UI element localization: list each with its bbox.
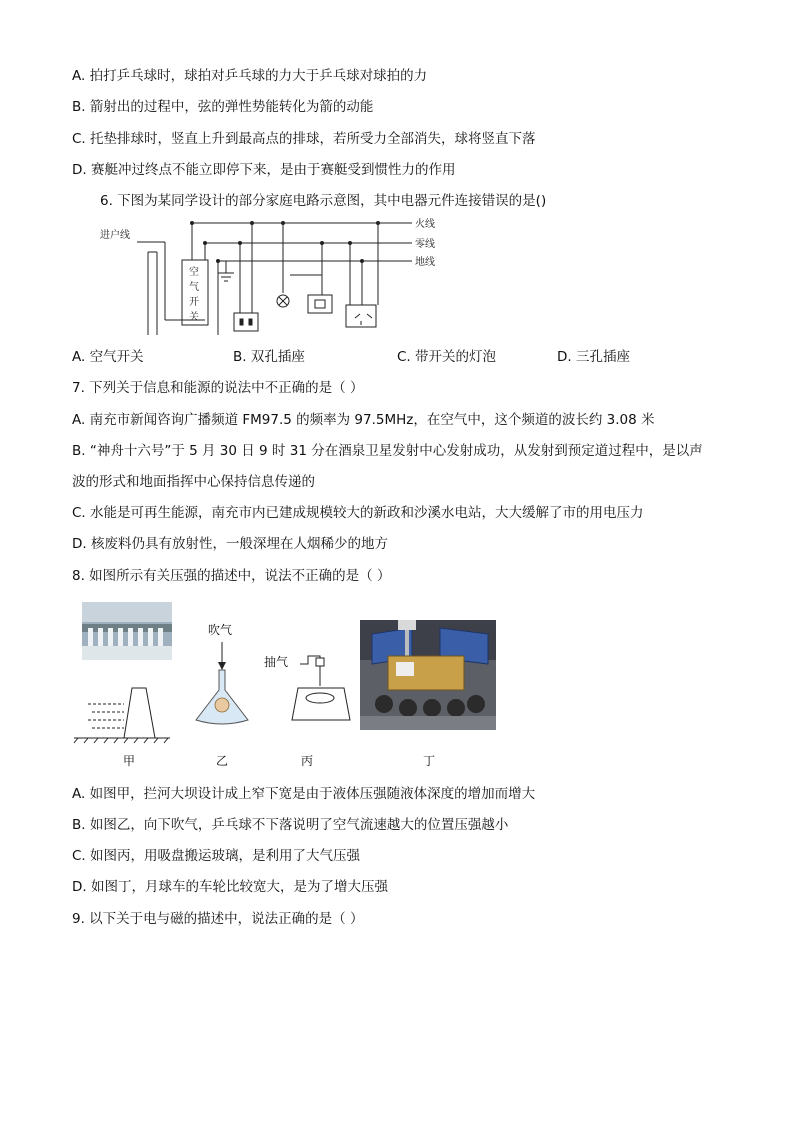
q8-option-b: B. 如图乙，向下吹气，乒乓球不下落说明了空气流速越大的位置压强越小: [72, 817, 509, 833]
pressure-figure: [0, 598, 794, 778]
incoming-label: 进户线: [100, 230, 130, 241]
live-label: 火线: [415, 219, 435, 230]
q7-option-a: A. 南充市新闻咨询广播频道 FM97.5 的频率为 97.5MHz，在空气中，这个频道的波长约 3.08 米: [72, 412, 655, 428]
q6-option-b: B. 双孔插座: [233, 349, 305, 365]
q9-stem: 9. 以下关于电与磁的描述中，说法正确的是（ ）: [72, 911, 364, 927]
caption-jia: 甲: [123, 754, 136, 768]
q7-option-b-line2: 波的形式和地面指挥中心保持信息传递的: [72, 474, 315, 490]
q6-option-d: D. 三孔插座: [557, 349, 630, 365]
caption-yi: 乙: [216, 754, 229, 768]
q6-option-a: A. 空气开关: [72, 349, 144, 365]
q8-option-a: A. 如图甲，拦河大坝设计成上窄下宽是由于液体压强随液体深度的增加而增大: [72, 786, 536, 802]
q7-option-c: C. 水能是可再生能源，南充市内已建成规模较大的新政和沙溪水电站，大大缓解了市的用电压力: [72, 505, 644, 521]
suction-cup-setup: [264, 654, 350, 720]
funnel-ball-setup: [196, 622, 248, 724]
dam-photo: [82, 602, 172, 660]
q8-option-d: D. 如图丁，月球车的车轮比较宽大，是为了增大压强: [72, 879, 388, 895]
caption-bing: 丙: [301, 754, 314, 768]
q5-option-a: A. 拍打乒乓球时，球拍对乒乓球的力大于乒乓球对球拍的力: [72, 68, 428, 84]
q6-stem: 6. 下图为某同学设计的部分家庭电路示意图，其中电器元件连接错误的是(): [100, 193, 547, 209]
q7-stem: 7. 下列关于信息和能源的说法中不正确的是（ ）: [72, 380, 364, 396]
ping-pong-ball: [215, 698, 229, 712]
q5-option-c: C. 托垫排球时，竖直上升到最高点的排球，若所受力全部消失，球将竖直下落: [72, 131, 536, 147]
household-circuit-diagram: [0, 215, 794, 335]
lunar-rover-photo: [360, 620, 496, 730]
dam-cross-section: [74, 688, 170, 743]
q6-option-c: C. 带开关的灯泡: [397, 349, 497, 365]
q7-option-d: D. 核废料仍具有放射性，一般深埋在人烟稀少的地方: [72, 536, 388, 552]
q5-option-b: B. 箭射出的过程中，弦的弹性势能转化为箭的动能: [72, 99, 374, 115]
q8-stem: 8. 如图所示有关压强的描述中，说法不正确的是（ ）: [72, 568, 391, 584]
caption-ding: 丁: [423, 754, 436, 768]
switch-char-3: 开: [189, 297, 199, 308]
q8-option-c: C. 如图丙，用吸盘搬运玻璃，是利用了大气压强: [72, 848, 361, 864]
ground-label: 地线: [415, 257, 435, 268]
two-hole-socket: [234, 313, 258, 331]
q7-option-b-line1: B. “神舟十六号”于 5 月 30 日 9 时 31 分在酒泉卫星发射中心发射成功，从发射到预定道过程中，是以声: [72, 443, 703, 459]
switch-char-2: 气: [189, 282, 199, 293]
switch-char-1: 空: [189, 267, 199, 278]
neutral-label: 零线: [415, 239, 435, 250]
q5-option-d: D. 赛艇冲过终点不能立即停下来，是由于赛艇受到惯性力的作用: [72, 162, 456, 178]
pump-label: 抽气: [264, 655, 289, 669]
switch-char-4: 关: [189, 312, 199, 323]
lamp-switch: [308, 295, 332, 313]
blow-label: 吹气: [208, 623, 233, 637]
